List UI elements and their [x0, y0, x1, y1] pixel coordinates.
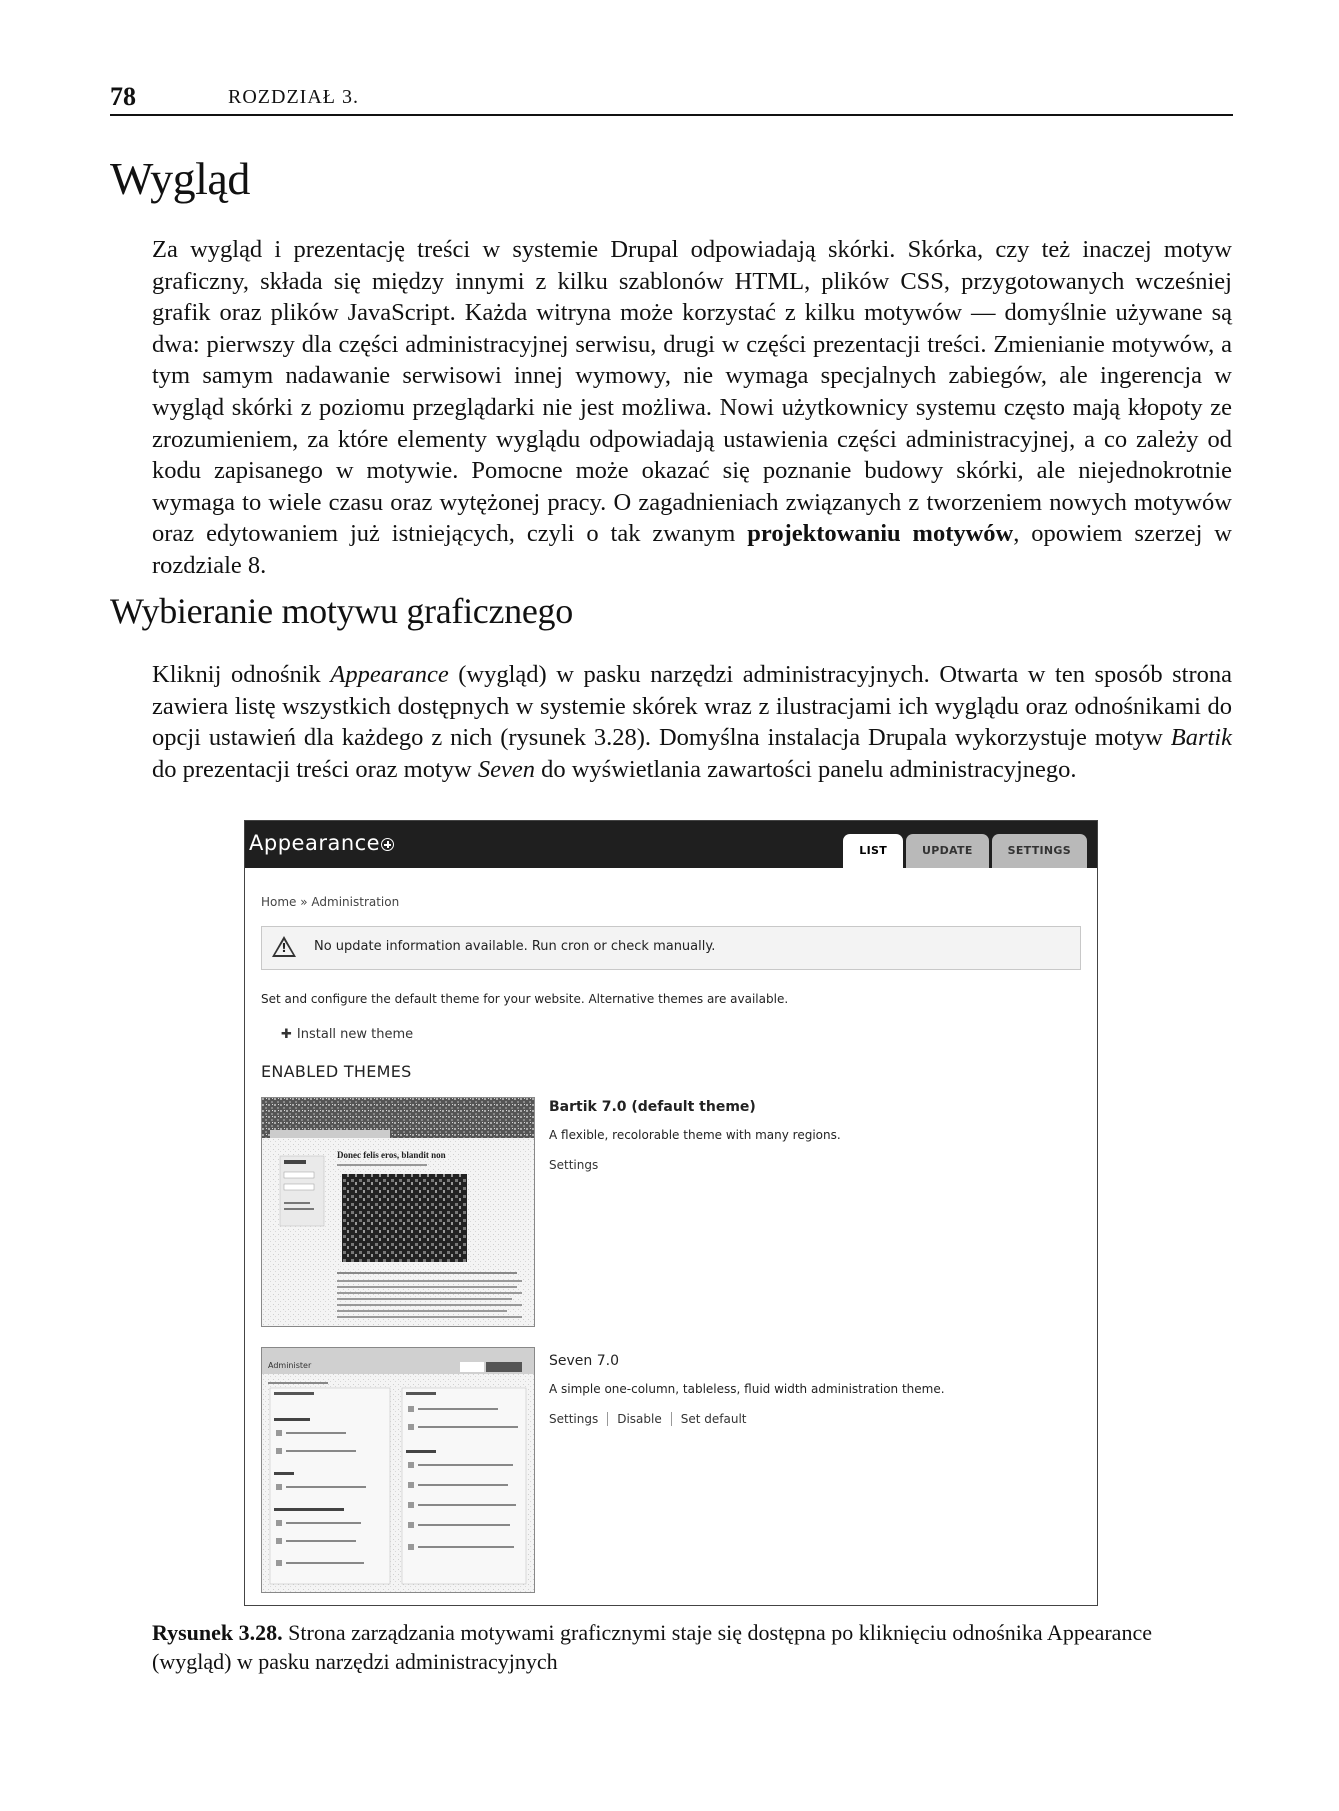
exclamation-icon: !	[281, 941, 287, 955]
seven-theme-name: Seven 7.0	[549, 1353, 619, 1369]
seven-theme-info	[549, 1353, 945, 1426]
tab-settings[interactable]: SETTINGS	[992, 834, 1087, 868]
paragraph-text: Kliknij odnośnik	[152, 661, 331, 688]
bartik-screenshot-thumbnail	[261, 1097, 535, 1327]
appearance-screenshot	[244, 820, 1098, 1606]
enabled-themes-heading: ENABLED THEMES	[261, 1062, 412, 1081]
appearance-intro: Set and configure the default theme for your website. Alternative themes are available.	[261, 992, 789, 1006]
bartik-theme-description: A flexible, recolorable theme with many regions.	[549, 1128, 841, 1142]
figure-caption-text-line2: (wygląd) w pasku narzędzi administracyjnych	[152, 1649, 558, 1674]
appearance-tabs	[843, 834, 1087, 868]
subsection-paragraph	[152, 659, 1232, 785]
seven-settings-link[interactable]: Settings	[549, 1412, 608, 1426]
seven-set-default-link[interactable]: Set default	[680, 1412, 747, 1426]
add-shortcut-icon[interactable]	[381, 838, 394, 851]
install-new-theme-label: Install new theme	[296, 1027, 414, 1042]
figure-caption	[152, 1618, 1242, 1676]
plus-icon: ✚	[281, 1027, 292, 1042]
paragraph-text: Za wygląd i prezentację treści w systemie Drupal odpowiadają skórki. Skórka, czy też inaczej motyw graficzny, składa się między innymi z kilku szablonów HTML, plików CSS, przygotowanych wcześniej grafik oraz plików JavaScript. Każda witryna może korzystać z kilku motywów — domyślnie używane są dwa: pierwszy dla części administracyjnej serwisu, drugi w części prezentacji treści. Zmienianie motywów, a tym samym nadawanie serwisowi innej wymowy, nie wymaga specjalnych zabiegów, ale ingerencja w wygląd skórki z poziomu przeglądarki nie jest możliwa. Nowi użytkownicy systemu często mają kłopoty ze zrozumieniem, za które elementy wyglądu odpowiadają ustawienia części administracyjnej, a co zależy od kodu zapisanego w motywie. Pomocne może okazać się poznanie budowy skórki, ale niejednokrotnie wymaga to wiele czasu oraz wytężonej pracy. O zagadnieniach związanych z tworzeniem nowych motywów oraz edytowaniem już istniejących, czyli o tak zwanym	[152, 236, 1232, 548]
italic-term: Appearance	[330, 661, 449, 688]
breadcrumb[interactable]: Home » Administration	[261, 895, 400, 909]
section-title: Wygląd	[110, 153, 250, 204]
paragraph-text: do wyświetlania zawartości panelu administracyjnego.	[534, 755, 1077, 783]
bartik-theme-info	[549, 1099, 841, 1172]
tab-update[interactable]: UPDATE	[906, 834, 989, 868]
figure-caption-label: Rysunek 3.28.	[152, 1620, 283, 1645]
bartik-thumbnail-title: Donec felis eros, blandit non	[337, 1150, 446, 1160]
admin-header-bar	[245, 821, 1097, 868]
bartik-theme-name: Bartik 7.0 (default theme)	[549, 1099, 756, 1115]
seven-theme-links	[549, 1412, 945, 1426]
tab-list[interactable]: LIST	[843, 834, 903, 868]
chapter-label: ROZDZIAŁ 3.	[228, 86, 359, 108]
paragraph-text: (wygląd) w pasku narzędzi administracyjnych. Otwarta w ten sposób strona zawiera listę wszystkich dostępnych w systemie skórek wraz z ilustracjami ich wyglądu oraz odnośnikami do opcji ustawień dla każdego z nich (rysunek 3.28). Domyślna instalacja Drupala wykorzystuje motyw	[152, 661, 1232, 752]
section-paragraph	[152, 234, 1232, 582]
seven-thumbnail-drawing	[262, 1348, 534, 1592]
bartik-settings-link[interactable]: Settings	[549, 1158, 599, 1172]
bartik-theme-links	[549, 1158, 841, 1172]
seven-theme-description: A simple one-column, tableless, fluid width administration theme.	[549, 1382, 945, 1396]
warning-message	[261, 926, 1081, 970]
subsection-title: Wybieranie motywu graficznego	[110, 591, 573, 631]
seven-thumbnail-title: Administer	[268, 1361, 312, 1370]
paragraph-text: do prezentacji treści oraz motyw	[152, 755, 478, 783]
bold-term: projektowaniu motywów	[747, 520, 1014, 548]
seven-disable-link[interactable]: Disable	[617, 1412, 672, 1426]
page-number: 78	[110, 82, 136, 111]
install-new-theme-link[interactable]	[281, 1027, 413, 1042]
figure-caption-text: Strona zarządzania motywami graficznymi staje się dostępna po kliknięciu odnośnika Appearance	[282, 1620, 1152, 1645]
bartik-thumbnail-drawing	[262, 1098, 534, 1326]
italic-term: Seven	[477, 755, 535, 783]
italic-term: Bartik	[1170, 724, 1232, 752]
seven-screenshot-thumbnail	[261, 1347, 535, 1593]
warning-message-text: No update information available. Run cron or check manually.	[314, 939, 716, 954]
paragraph-text: , opowiem szerzej w rozdziale 8.	[152, 520, 1232, 579]
running-header	[110, 80, 1233, 116]
appearance-title: Appearance	[249, 831, 381, 855]
